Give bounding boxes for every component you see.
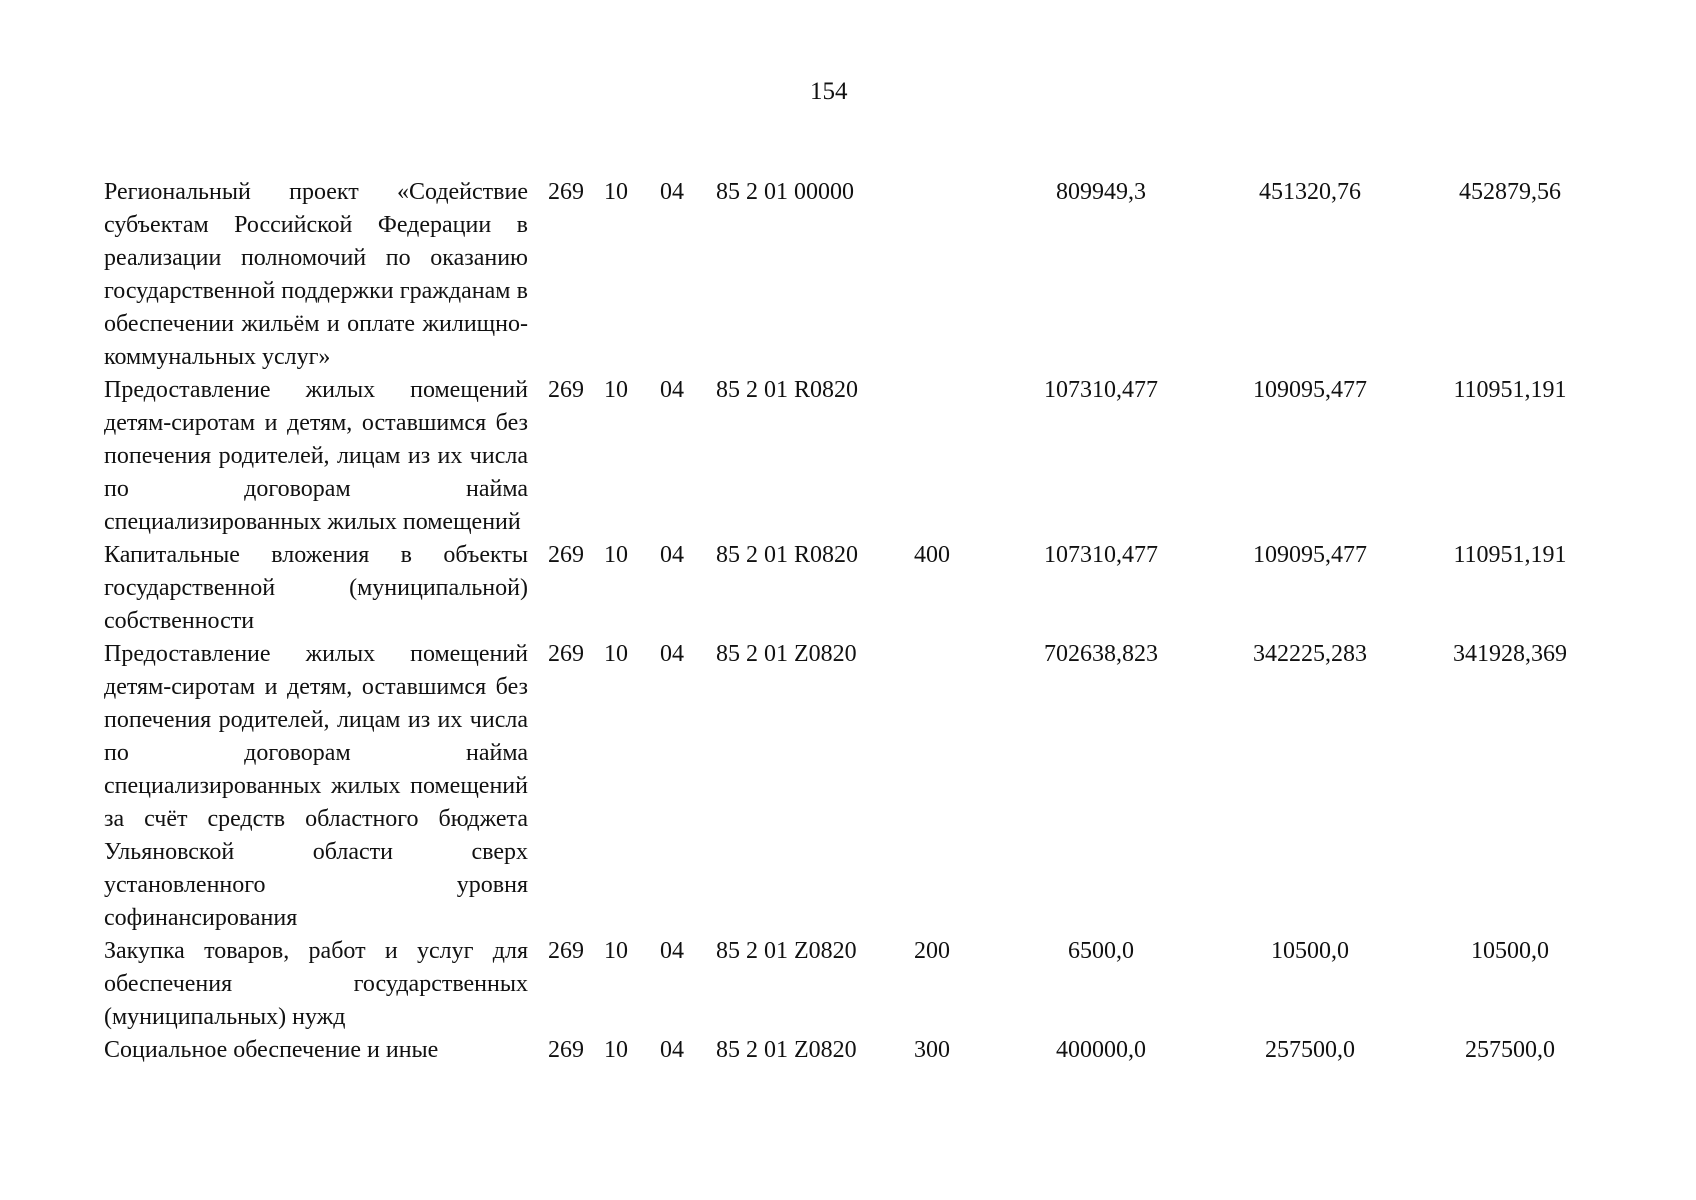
amount-year-1: 107310,477 <box>1044 542 1158 568</box>
expense-type-code <box>908 374 998 539</box>
row-name: Предоставление жилых помещений детям-сиротам и детям, оставшимся без попечения родителей, лицам из их числа по договорам найма специализированных жилых помещений за счёт средств областного бюджета Ульяновской области сверх установленного уровня софинансирования <box>104 641 528 931</box>
section-code: 10 <box>604 179 628 205</box>
target-article-code: 85 2 01 Z0820 <box>716 1037 857 1063</box>
target-article-code: 85 2 01 00000 <box>716 179 854 205</box>
amount-year-2: 10500,0 <box>1271 938 1349 964</box>
expense-type-code <box>908 176 998 374</box>
budget-table <box>104 176 1604 1067</box>
amount-year-1: 702638,823 <box>1044 641 1158 667</box>
amount-year-2: 257500,0 <box>1265 1037 1355 1063</box>
amount-year-3: 257500,0 <box>1465 1037 1555 1063</box>
section-code: 10 <box>604 542 628 568</box>
grbs-code: 269 <box>548 938 584 964</box>
target-article-code: 85 2 01 Z0820 <box>716 938 857 964</box>
amount-year-3: 341928,369 <box>1453 641 1567 667</box>
row-name: Региональный проект «Содействие субъектам Российской Федерации в реализации полномочий по оказанию государственной поддержки гражданам в обеспечении жильём и оплате жилищно-коммунальных услуг» <box>104 179 528 370</box>
amount-year-2: 342225,283 <box>1253 641 1367 667</box>
subsection-code: 04 <box>660 179 684 205</box>
target-article-code: 85 2 01 R0820 <box>716 542 859 568</box>
subsection-code: 04 <box>660 1037 684 1063</box>
grbs-code: 269 <box>548 179 584 205</box>
subsection-code: 04 <box>660 377 684 403</box>
amount-year-3: 10500,0 <box>1471 938 1549 964</box>
table-row <box>104 1034 1604 1067</box>
subsection-code: 04 <box>660 641 684 667</box>
expense-type-code: 200 <box>914 938 950 964</box>
target-article-code: 85 2 01 Z0820 <box>716 641 857 667</box>
subsection-code: 04 <box>660 542 684 568</box>
amount-year-1: 107310,477 <box>1044 377 1158 403</box>
grbs-code: 269 <box>548 1037 584 1063</box>
row-name: Капитальные вложения в объекты государственной (муниципальной) собственности <box>104 542 528 634</box>
amount-year-2: 451320,76 <box>1259 179 1361 205</box>
expense-type-code <box>908 638 998 935</box>
amount-year-3: 110951,191 <box>1453 377 1567 403</box>
section-code: 10 <box>604 938 628 964</box>
expense-type-code: 300 <box>914 1037 950 1063</box>
section-code: 10 <box>604 377 628 403</box>
page-number: 154 <box>810 78 848 105</box>
amount-year-3: 452879,56 <box>1459 179 1561 205</box>
section-code: 10 <box>604 641 628 667</box>
table-row <box>104 374 1604 539</box>
table-row <box>104 539 1604 638</box>
row-name: Закупка товаров, работ и услуг для обеспечения государственных (муниципальных) нужд <box>104 938 528 1030</box>
subsection-code: 04 <box>660 938 684 964</box>
grbs-code: 269 <box>548 542 584 568</box>
row-name: Предоставление жилых помещений детям-сиротам и детям, оставшимся без попечения родителей, лицам из их числа по договорам найма специализированных жилых помещений <box>104 377 528 535</box>
table-row <box>104 935 1604 1034</box>
amount-year-1: 6500,0 <box>1068 938 1134 964</box>
grbs-code: 269 <box>548 377 584 403</box>
section-code: 10 <box>604 1037 628 1063</box>
target-article-code: 85 2 01 R0820 <box>716 377 859 403</box>
table-row <box>104 638 1604 935</box>
expense-type-code: 400 <box>914 542 950 568</box>
grbs-code: 269 <box>548 641 584 667</box>
table-row <box>104 176 1604 374</box>
amount-year-1: 809949,3 <box>1056 179 1146 205</box>
row-name: Социальное обеспечение и иные <box>104 1037 439 1063</box>
amount-year-2: 109095,477 <box>1253 377 1367 403</box>
amount-year-1: 400000,0 <box>1056 1037 1146 1063</box>
amount-year-3: 110951,191 <box>1453 542 1567 568</box>
amount-year-2: 109095,477 <box>1253 542 1367 568</box>
